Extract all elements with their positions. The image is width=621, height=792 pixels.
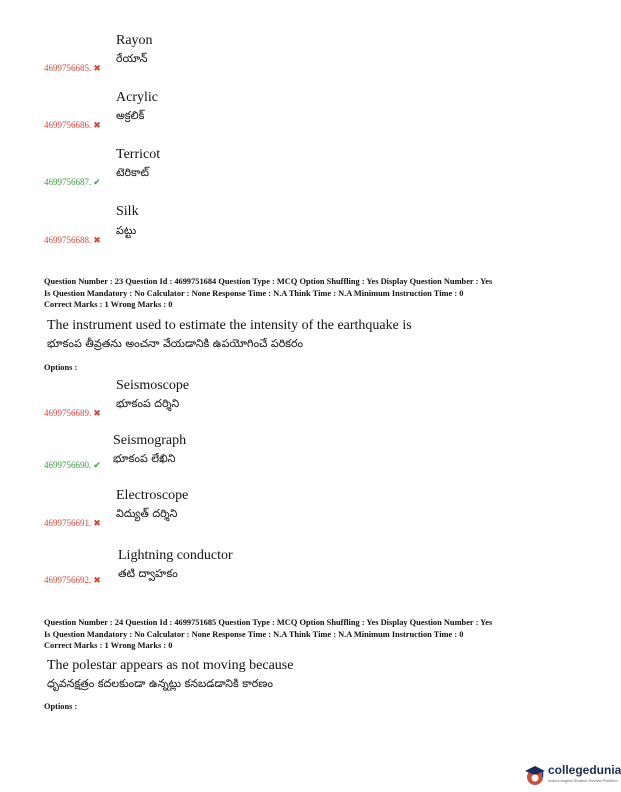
logo-tagline: India's largest Student Review Platform — [548, 778, 618, 783]
option-id-value: 4699756686. — [44, 120, 92, 130]
question-meta-line: Question Number : 24 Question Id : 4699751685 Question Type : MCQ Option Shuffling : Yes Display Question Number : Yes — [44, 618, 493, 627]
option-id-value: 4699756689. — [44, 408, 92, 418]
option-text-te: విద్యుత్ దర్శిని — [116, 507, 178, 520]
option-text-te: అక్రలిక్ — [116, 109, 145, 122]
option-text-te: తటి ద్వాహకం — [118, 567, 178, 580]
option-text-en: Seismograph — [113, 433, 187, 448]
option-id-value: 4699756690. — [44, 460, 92, 470]
question-text-en: The instrument used to estimate the intensity of the earthquake is — [47, 318, 412, 333]
graduate-cap-icon — [523, 763, 547, 787]
option-id — [44, 235, 101, 246]
option-text-en: Silk — [116, 204, 139, 219]
question-meta — [44, 276, 574, 311]
option-text-te: టెరికాట్ — [116, 166, 150, 179]
option-text-en: Electroscope — [116, 488, 189, 503]
option-id — [44, 518, 101, 529]
option-id — [44, 460, 101, 471]
question-meta-line: Question Number : 23 Question Id : 4699751684 Question Type : MCQ Option Shuffling : Yes Display Question Number : Yes — [44, 277, 493, 286]
question-text-te: భూకంప తీవ్రతను అంచనా వేయడానికి ఉపయోగించే పరికరం — [47, 337, 304, 350]
option-text-en: Seismoscope — [116, 378, 190, 393]
option-id — [44, 575, 101, 586]
option-text-te: రేయాన్ — [116, 52, 148, 65]
cross-icon: ✖ — [93, 408, 101, 418]
option-id — [44, 120, 101, 131]
cross-icon: ✖ — [93, 518, 101, 528]
option-id — [44, 408, 101, 419]
check-icon: ✔ — [93, 177, 101, 187]
question-meta — [44, 617, 574, 652]
question-text-en: The polestar appears as not moving because — [47, 658, 294, 673]
cross-icon: ✖ — [93, 575, 101, 585]
option-text-en: Lightning conductor — [118, 548, 233, 563]
option-text-en: Terricot — [116, 147, 161, 162]
collegedunia-logo — [523, 761, 621, 789]
question-text-te: ధృవనక్షత్రం కదలకుండా ఉన్నట్లు కనబడడానికి కారణం — [47, 677, 273, 690]
option-text-en: Rayon — [116, 33, 153, 48]
option-text-te: పట్టు — [116, 224, 137, 237]
option-id-value: 4699756692. — [44, 575, 92, 585]
option-text-en: Acrylic — [116, 90, 158, 105]
option-id — [44, 63, 101, 74]
option-id-value: 4699756688. — [44, 235, 92, 245]
question-meta-line: Is Question Mandatory : No Calculator : None Response Time : N.A Think Time : N.A Minimum Instruction Time : 0 — [44, 629, 464, 639]
option-id — [44, 177, 101, 188]
cross-icon: ✖ — [93, 63, 101, 73]
question-meta-line: Is Question Mandatory : No Calculator : None Response Time : N.A Think Time : N.A Minimum Instruction Time : 0 — [44, 288, 464, 298]
cross-icon: ✖ — [93, 120, 101, 130]
check-icon: ✔ — [93, 460, 101, 470]
logo-name: collegedunia — [548, 763, 621, 777]
cross-icon: ✖ — [93, 235, 101, 245]
question-meta-line: Correct Marks : 1 Wrong Marks : 0 — [44, 641, 173, 650]
options-label: Options : — [44, 363, 78, 372]
option-text-te: భూకంప దర్శిని — [116, 397, 180, 410]
option-id-value: 4699756685. — [44, 63, 92, 73]
option-id-value: 4699756691. — [44, 518, 92, 528]
options-label: Options : — [44, 702, 78, 711]
option-text-te: భూకంప లేఖిని — [113, 452, 176, 465]
question-meta-line: Correct Marks : 1 Wrong Marks : 0 — [44, 300, 173, 309]
option-id-value: 4699756687. — [44, 177, 92, 187]
